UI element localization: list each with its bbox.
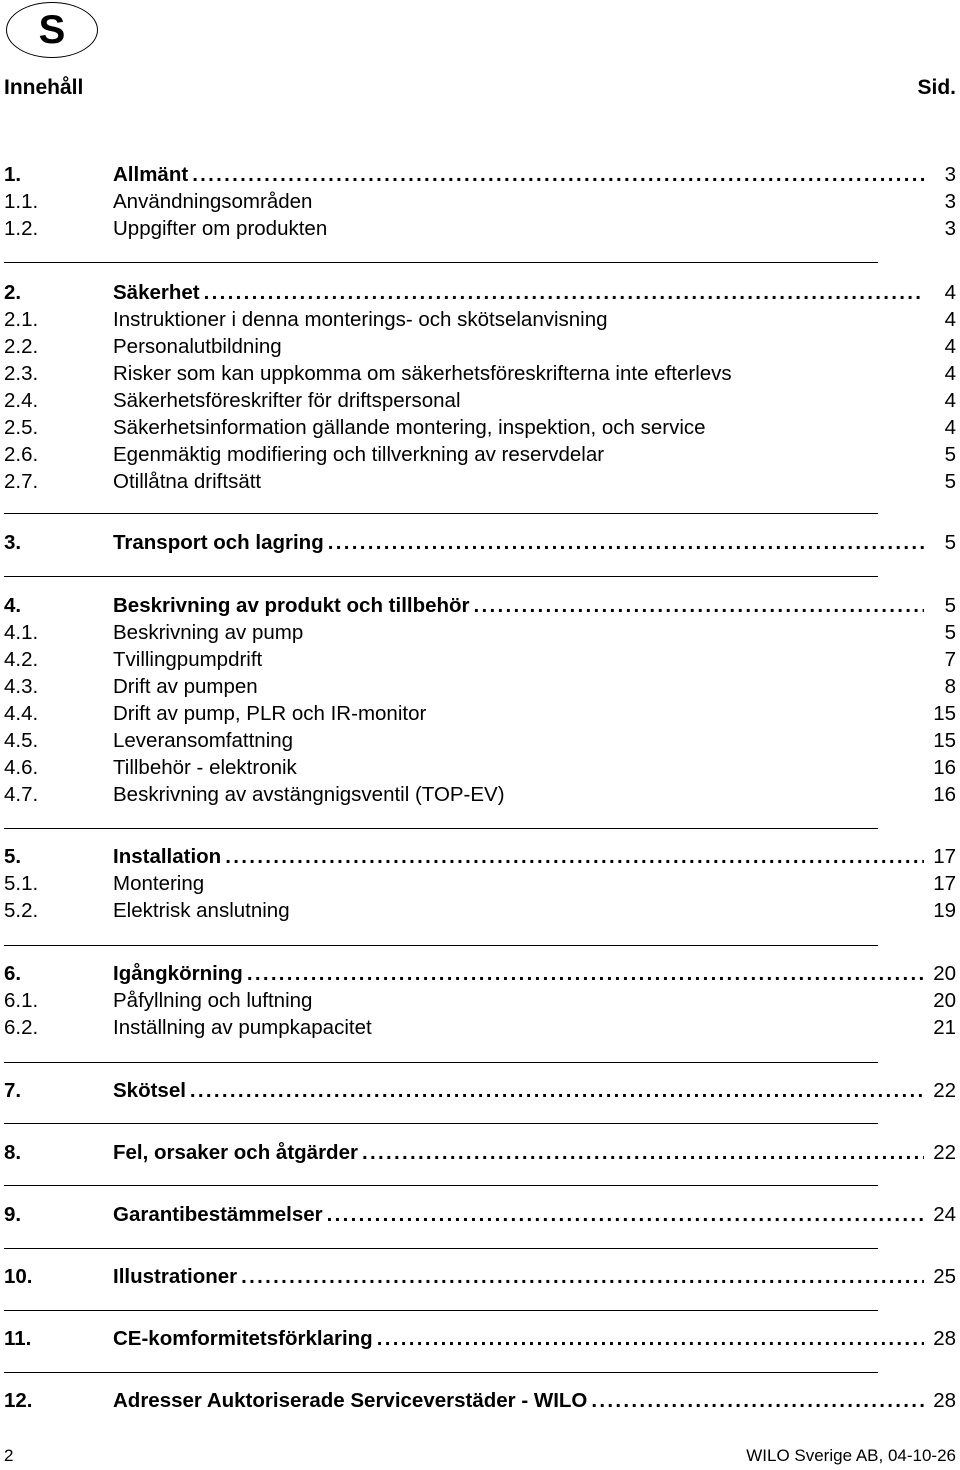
toc-entry-title: Igångkörning (113, 962, 243, 985)
toc-subsection-row (0, 469, 960, 495)
toc-entry-title: Påfyllning och luftning (113, 989, 313, 1012)
toc-entry-title: Elektrisk anslutning (113, 899, 290, 922)
toc-chapter-row (0, 280, 960, 306)
toc-entry-page: 4 (944, 416, 956, 439)
toc-entry-page: 8 (944, 675, 956, 698)
toc-entry-number: 6.1. (4, 989, 39, 1012)
toc-entry-page: 24 (933, 1203, 956, 1226)
toc-entry-page: 15 (933, 729, 956, 752)
toc-chapter-row (0, 530, 960, 556)
toc-entry-number: 4.4. (4, 702, 39, 725)
toc-entry-title: Användningsområden (113, 190, 313, 213)
toc-entry-title: Inställning av pumpkapacitet (113, 1016, 372, 1039)
toc-entry-page: 28 (933, 1327, 956, 1350)
toc-entry-title: Transport och lagring (113, 531, 324, 554)
section-divider (4, 1310, 878, 1311)
toc-entry-number: 10. (4, 1265, 33, 1288)
toc-entry-title: Säkerhetsföreskrifter för driftspersonal (113, 389, 461, 412)
toc-entry-number: 2.4. (4, 389, 39, 412)
toc-chapter-row (0, 1264, 960, 1290)
toc-chapter-row (0, 961, 960, 987)
toc-entry-page: 5 (944, 443, 956, 466)
toc-chapter-row (0, 1388, 960, 1414)
toc-chapter-row (0, 1326, 960, 1352)
toc-subsection-row (0, 334, 960, 360)
toc-entry-number: 4.7. (4, 783, 39, 806)
toc-subsection-row (0, 755, 960, 781)
toc-entry-title: Beskrivning av avstängnigsventil (TOP-EV) (113, 783, 505, 806)
toc-entry-number: 8. (4, 1141, 22, 1164)
toc-entry-number: 7. (4, 1079, 22, 1102)
toc-dot-leader (241, 1264, 924, 1290)
toc-entry-page: 3 (944, 217, 956, 240)
toc-subsection-row (0, 442, 960, 468)
toc-entry-title: Garantibestämmelser (113, 1203, 323, 1226)
toc-dot-leader (362, 1140, 924, 1166)
toc-entry-number: 2.1. (4, 308, 39, 331)
toc-dot-leader (328, 530, 924, 556)
toc-dot-leader (190, 1078, 924, 1104)
page-column-heading: Sid. (917, 76, 956, 99)
toc-entry-page: 15 (933, 702, 956, 725)
toc-entry-number: 4.5. (4, 729, 39, 752)
toc-entry-title: Adresser Auktoriserade Serviceverstäder - WILO (113, 1389, 588, 1412)
toc-entry-title: Personalutbildning (113, 335, 282, 358)
toc-chapter-row (0, 162, 960, 188)
toc-entry-page: 17 (933, 872, 956, 895)
toc-entry-title: Allmänt (113, 163, 189, 186)
toc-dot-leader (327, 1202, 924, 1228)
toc-entry-number: 9. (4, 1203, 22, 1226)
toc-dot-leader (247, 961, 924, 987)
toc-entry-title: Uppgifter om produkten (113, 217, 328, 240)
toc-subsection-row (0, 620, 960, 646)
toc-subsection-row (0, 728, 960, 754)
toc-entry-title: Tillbehör - elektronik (113, 756, 297, 779)
toc-entry-page: 5 (944, 470, 956, 493)
toc-entry-number: 12. (4, 1389, 33, 1412)
section-divider (4, 945, 878, 946)
toc-dot-leader (225, 844, 924, 870)
section-divider (4, 262, 878, 263)
toc-entry-page: 21 (933, 1016, 956, 1039)
page-number: 2 (4, 1446, 14, 1465)
toc-entry-page: 25 (933, 1265, 956, 1288)
toc-chapter-row (0, 1202, 960, 1228)
language-badge-letter: S (38, 7, 66, 52)
toc-entry-title: Säkerhet (113, 281, 200, 304)
toc-subsection-row (0, 647, 960, 673)
toc-subsection-row (0, 988, 960, 1014)
toc-entry-number: 3. (4, 531, 22, 554)
toc-subsection-row (0, 415, 960, 441)
toc-subsection-row (0, 674, 960, 700)
toc-heading: Innehåll (4, 76, 84, 99)
toc-entry-number: 2. (4, 281, 22, 304)
section-divider (4, 513, 878, 514)
toc-entry-number: 1. (4, 163, 22, 186)
toc-entry-number: 4.6. (4, 756, 39, 779)
toc-subsection-row (0, 216, 960, 242)
toc-entry-page: 4 (944, 308, 956, 331)
toc-entry-number: 4. (4, 594, 22, 617)
toc-entry-number: 2.5. (4, 416, 39, 439)
toc-entry-page: 7 (944, 648, 956, 671)
toc-entry-number: 1.2. (4, 217, 39, 240)
toc-entry-number: 4.2. (4, 648, 39, 671)
toc-entry-number: 4.1. (4, 621, 39, 644)
toc-subsection-row (0, 871, 960, 897)
toc-entry-page: 5 (944, 621, 956, 644)
toc-entry-number: 6. (4, 962, 22, 985)
toc-entry-title: Instruktioner i denna monterings- och skötselanvisning (113, 308, 608, 331)
toc-entry-number: 11. (4, 1327, 32, 1350)
toc-dot-leader (474, 593, 924, 619)
toc-entry-page: 20 (933, 989, 956, 1012)
toc-chapter-row (0, 593, 960, 619)
toc-subsection-row (0, 388, 960, 414)
toc-entry-number: 2.2. (4, 335, 39, 358)
toc-entry-number: 5. (4, 845, 22, 868)
section-divider (4, 1248, 878, 1249)
toc-entry-page: 22 (933, 1141, 956, 1164)
toc-entry-page: 4 (944, 389, 956, 412)
toc-entry-title: Tvillingpumpdrift (113, 648, 263, 671)
toc-entry-number: 4.3. (4, 675, 39, 698)
toc-subsection-row (0, 307, 960, 333)
toc-dot-leader (591, 1388, 924, 1414)
toc-entry-title: Beskrivning av produkt och tillbehör (113, 594, 470, 617)
section-divider (4, 1372, 878, 1373)
toc-dot-leader (377, 1326, 924, 1352)
toc-entry-title: Otillåtna driftsätt (113, 470, 262, 493)
toc-entry-page: 5 (944, 594, 956, 617)
section-divider (4, 576, 878, 577)
toc-entry-number: 6.2. (4, 1016, 39, 1039)
toc-entry-number: 5.2. (4, 899, 39, 922)
toc-entry-page: 22 (933, 1079, 956, 1102)
toc-entry-page: 3 (944, 190, 956, 213)
toc-subsection-row (0, 361, 960, 387)
toc-entry-number: 1.1. (4, 190, 39, 213)
toc-entry-title: Fel, orsaker och åtgärder (113, 1141, 358, 1164)
toc-entry-page: 20 (933, 962, 956, 985)
toc-entry-title: Illustrationer (113, 1265, 238, 1288)
toc-entry-title: Säkerhetsinformation gällande montering, inspektion, och service (113, 416, 706, 439)
toc-subsection-row (0, 782, 960, 808)
toc-entry-page: 4 (944, 281, 956, 304)
section-divider (4, 1062, 878, 1063)
toc-entry-title: Leveransomfattning (113, 729, 294, 752)
toc-subsection-row (0, 701, 960, 727)
section-divider (4, 1185, 878, 1186)
toc-entry-title: Installation (113, 845, 222, 868)
toc-entry-title: CE-komformitetsförklaring (113, 1327, 373, 1350)
toc-entry-title: Montering (113, 872, 205, 895)
toc-entry-title: Drift av pumpen (113, 675, 258, 698)
toc-subsection-row (0, 189, 960, 215)
toc-entry-title: Skötsel (113, 1079, 186, 1102)
toc-entry-page: 16 (933, 783, 956, 806)
toc-entry-title: Risker som kan uppkomma om säkerhetsföreskrifterna inte efterlevs (113, 362, 732, 385)
toc-dot-leader (204, 280, 924, 306)
toc-entry-page: 19 (933, 899, 956, 922)
toc-dot-leader (192, 162, 924, 188)
toc-entry-number: 2.7. (4, 470, 39, 493)
toc-entry-number: 2.6. (4, 443, 39, 466)
footer-publisher: WILO Sverige AB, 04-10-26 (746, 1446, 956, 1465)
toc-entry-page: 28 (933, 1389, 956, 1412)
toc-subsection-row (0, 1015, 960, 1041)
toc-entry-page: 3 (944, 163, 956, 186)
toc-chapter-row (0, 1140, 960, 1166)
toc-chapter-row (0, 1078, 960, 1104)
toc-entry-title: Beskrivning av pump (113, 621, 304, 644)
toc-entry-title: Egenmäktig modifiering och tillverkning av reservdelar (113, 443, 605, 466)
toc-entry-number: 5.1. (4, 872, 39, 895)
toc-entry-number: 2.3. (4, 362, 39, 385)
toc-chapter-row (0, 844, 960, 870)
toc-entry-page: 4 (944, 362, 956, 385)
toc-entry-page: 16 (933, 756, 956, 779)
toc-entry-title: Drift av pump, PLR och IR-monitor (113, 702, 427, 725)
section-divider (4, 1123, 878, 1124)
toc-subsection-row (0, 898, 960, 924)
toc-entry-page: 17 (933, 845, 956, 868)
section-divider (4, 828, 878, 829)
toc-entry-page: 4 (944, 335, 956, 358)
toc-entry-page: 5 (944, 531, 956, 554)
